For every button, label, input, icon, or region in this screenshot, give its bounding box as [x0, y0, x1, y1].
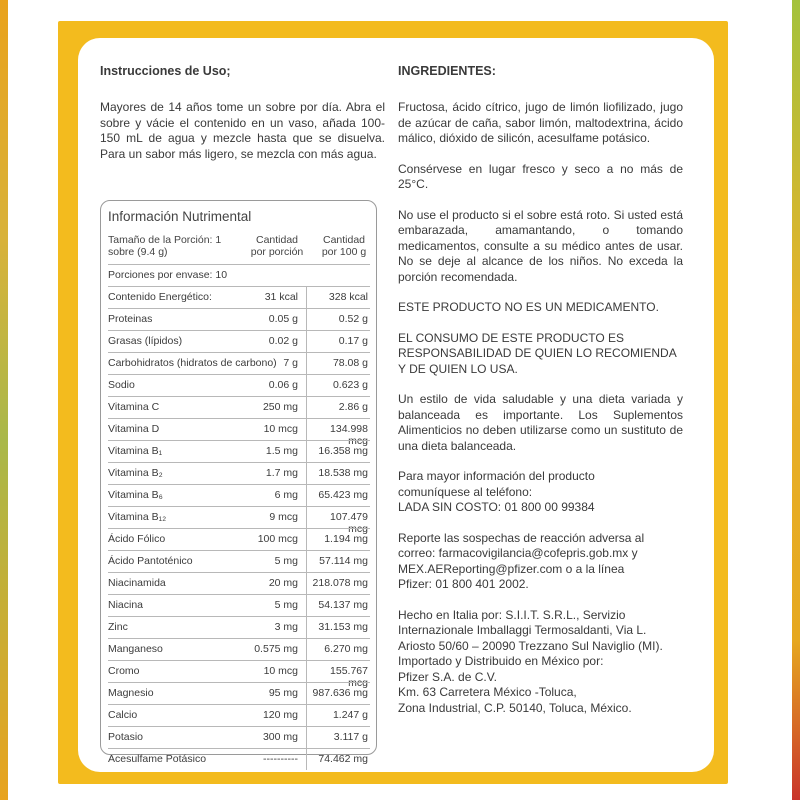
storage-text: Consérvese en lugar fresco y seco a no más de 25°C. — [398, 161, 683, 191]
ingredients-title: INGREDIENTES: — [398, 64, 496, 78]
amount-per-portion: 1.5 mg — [265, 445, 298, 457]
ingredients-section — [398, 64, 683, 716]
nutrition-row — [108, 616, 370, 638]
amount-per-100g: 78.08 g — [332, 357, 368, 369]
amount-per-100g: 1.247 g — [332, 709, 368, 721]
nutrient-name: Vitamina B₁ — [108, 445, 163, 457]
nutrition-title: Información Nutrimental — [108, 209, 252, 224]
amount-per-portion: ---------- — [263, 753, 298, 765]
nutrient-name: Potasio — [108, 731, 144, 743]
amount-per-100g: 3.117 g — [333, 731, 368, 743]
amount-per-100g: 134.998 mcg — [330, 423, 368, 447]
importer-line-1: Importado y Distribuido en México por: — [398, 654, 604, 668]
column-divider — [306, 507, 307, 528]
amount-per-portion: 300 mg — [262, 731, 298, 743]
nutrient-name: Contenido Energético: — [108, 291, 212, 303]
amount-per-portion: 7 g — [283, 357, 298, 369]
column-divider — [306, 595, 307, 616]
importer-line-4: Zona Industrial, C.P. 50140, Toluca, México. — [398, 700, 632, 715]
nutrition-header — [108, 234, 370, 262]
amount-per-portion: 3 mg — [274, 621, 298, 633]
nutrient-name: Acesulfame Potásico — [108, 753, 207, 765]
column-divider — [306, 551, 307, 572]
nutrient-name: Vitamina D — [108, 423, 160, 435]
nutrition-row — [108, 704, 370, 726]
column-divider — [306, 441, 307, 462]
amount-per-100g: 328 kcal — [328, 291, 368, 303]
nutrition-row — [108, 418, 370, 447]
nutrient-name: Zinc — [108, 621, 128, 633]
column-divider — [306, 331, 307, 352]
amount-per-100g: 107.479 mcg — [330, 511, 368, 535]
amount-per-portion: 250 mg — [262, 401, 298, 413]
responsibility-text: EL CONSUMO DE ESTE PRODUCTO ES RESPONSABILIDAD DE QUIEN LO RECOMIENDA Y DE QUIEN LO USA. — [398, 330, 677, 376]
contact-line-2: comuníquese al teléfono: — [398, 484, 533, 499]
instructions-section — [100, 64, 385, 162]
amount-per-100g: 74.462 mg — [318, 753, 368, 765]
amount-per-100g: 0.623 g — [332, 379, 368, 391]
column-divider — [306, 683, 307, 704]
nutrition-row — [108, 484, 370, 506]
column-divider — [306, 309, 307, 330]
nutrition-row — [108, 286, 370, 308]
report-line-3: MEX.AEReporting@pfizer.com o a la línea — [398, 561, 625, 576]
toll-free-phone: LADA SIN COSTO: 01 800 00 99384 — [398, 500, 595, 514]
column-divider — [306, 661, 307, 682]
amount-per-100g: 0.52 g — [338, 313, 368, 325]
nutrition-row — [108, 572, 370, 594]
amount-per-100g: 57.114 mg — [319, 555, 368, 567]
contact-line-1: Para mayor información del producto — [398, 469, 595, 483]
column-divider — [306, 705, 307, 726]
amount-per-100g: 31.153 mg — [318, 621, 368, 633]
nutrition-table — [100, 200, 377, 765]
amount-per-100g: 65.423 mg — [318, 489, 368, 501]
column-divider — [306, 463, 307, 484]
nutrient-name: Vitamina C — [108, 401, 160, 413]
contact-info — [398, 469, 683, 516]
nutrition-row — [108, 506, 370, 535]
amount-per-portion: 100 mcg — [257, 533, 298, 545]
column-divider — [306, 749, 307, 770]
amount-per-portion: 5 mg — [274, 599, 298, 611]
nutrient-name: Carbohidratos (hidratos de carbono) — [108, 357, 277, 369]
nutrition-row — [108, 352, 370, 374]
nutrition-row — [108, 528, 370, 550]
column-divider — [306, 353, 307, 374]
amount-per-100g: 218.078 mg — [312, 577, 368, 589]
importer-line-2: Pfizer S.A. de C.V. — [398, 669, 497, 684]
package-edge-right — [792, 0, 800, 800]
nutrition-row — [108, 638, 370, 660]
amount-per-portion: 95 mg — [268, 687, 298, 699]
portions-label: Porciones por envase: 10 — [108, 269, 228, 281]
not-medicine-text: ESTE PRODUCTO NO ES UN MEDICAMENTO. — [398, 300, 659, 314]
nutrition-row — [108, 594, 370, 616]
amount-per-portion: 10 mcg — [263, 665, 298, 677]
nutrition-row — [108, 330, 370, 352]
column-divider — [306, 639, 307, 660]
column-divider — [306, 617, 307, 638]
amount-per-portion: 0.06 g — [268, 379, 298, 391]
nutrition-row — [108, 440, 370, 462]
ingredients-text: Fructosa, ácido cítrico, jugo de limón liofilizado, jugo de azúcar de caña, sabor limón, maltodextrina, ácido málico, dióxido de silicón, acesulfame potásico. — [398, 100, 683, 145]
column-divider — [306, 375, 307, 396]
nutrition-row — [108, 726, 370, 748]
instructions-title: Instrucciones de Uso; — [100, 64, 231, 78]
column-divider — [306, 529, 307, 550]
amount-per-100g: 18.538 mg — [318, 467, 368, 479]
warning-text: No use el producto si el sobre está roto. Si usted está embarazada, amamantando, o tomando medicamentos, consulte a su médico antes de usar. No se deje al alcance de los niños. No exceda la porción recomendada. — [398, 207, 683, 284]
amount-per-portion: 9 mcg — [269, 511, 298, 523]
nutrient-name: Vitamina B₆ — [108, 489, 163, 501]
amount-per-100g: 1.194 mg — [324, 533, 368, 545]
amount-per-portion: 0.575 mg — [254, 643, 298, 655]
nutrition-rows — [108, 264, 370, 770]
nutrient-name: Niacina — [108, 599, 144, 611]
nutrition-row — [108, 660, 370, 689]
amount-per-portion: 0.05 g — [268, 313, 298, 325]
nutrient-name: Sodio — [108, 379, 135, 391]
nutrient-name: Niacinamida — [108, 577, 166, 589]
nutrition-row — [108, 462, 370, 484]
nutrition-row — [108, 682, 370, 704]
adverse-report-info — [398, 531, 683, 593]
amount-per-100g: 16.358 mg — [318, 445, 368, 457]
portion-size-label: Tamaño de la Porción: 1 sobre (9.4 g) — [108, 234, 222, 258]
column-divider — [306, 573, 307, 594]
amount-per-portion: 20 mg — [268, 577, 298, 589]
amount-per-100g: 2.86 g — [338, 401, 368, 413]
amount-per-100g: 0.17 g — [338, 335, 368, 347]
nutrition-row — [108, 308, 370, 330]
amount-per-100g: 54.137 mg — [318, 599, 368, 611]
nutrient-name: Ácido Fólico — [108, 533, 166, 545]
made-in-line-2: Internazionale Imballaggi Termosaldanti, Via L. — [398, 623, 647, 637]
nutrient-name: Vitamina B₂ — [108, 467, 163, 479]
amount-per-portion: 5 mg — [274, 555, 298, 567]
lifestyle-text: Un estilo de vida saludable y una dieta variada y balanceada es importante. Los Suplementos Alimenticios no deben utilizarse como un sustituto de una dieta balanceada. — [398, 392, 683, 453]
report-line-2: correo: farmacovigilancia@cofepris.gob.mx y — [398, 546, 638, 560]
nutrient-name: Grasas (lípidos) — [108, 335, 183, 347]
column-divider — [306, 485, 307, 506]
amount-per-portion: 6 mg — [274, 489, 298, 501]
instructions-text: Mayores de 14 años tome un sobre por día. Abra el sobre y vácie el contenido en un vaso, añada 100-150 mL de agua y mezcle hasta que se disuelva. Para un sabor más ligero, se mezcla con más agua. — [100, 100, 385, 161]
portions-row — [108, 264, 370, 286]
nutrient-name: Magnesio — [108, 687, 154, 699]
made-in-line-1: Hecho en Italia por: S.I.I.T. S.R.L., Servizio — [398, 607, 626, 622]
nutrient-name: Ácido Pantoténico — [108, 555, 193, 567]
nutrient-name: Vitamina B₁₂ — [108, 511, 167, 523]
amount-per-portion: 120 mg — [262, 709, 298, 721]
report-line-1: Reporte las sospechas de reacción adversa al — [398, 530, 645, 545]
amount-per-portion: 31 kcal — [264, 291, 298, 303]
column-divider — [306, 419, 307, 440]
col-per-portion-header: Cantidad por porción — [250, 234, 304, 258]
amount-per-portion: 0.02 g — [268, 335, 298, 347]
amount-per-portion: 10 mcg — [263, 423, 298, 435]
manufacturer-info — [398, 608, 683, 717]
package-edge-left — [0, 0, 8, 800]
nutrient-name: Proteinas — [108, 313, 153, 325]
column-divider — [306, 397, 307, 418]
report-line-4: Pfizer: 01 800 401 2002. — [398, 577, 529, 591]
col-per-100g-header: Cantidad por 100 g — [321, 234, 367, 258]
nutrient-name: Manganeso — [108, 643, 163, 655]
nutrient-name: Calcio — [108, 709, 138, 721]
nutrition-row — [108, 748, 370, 770]
nutrition-row — [108, 396, 370, 418]
amount-per-portion: 1.7 mg — [265, 467, 298, 479]
amount-per-100g: 155.767 mcg — [330, 665, 368, 689]
amount-per-100g: 987.636 mg — [312, 687, 368, 699]
nutrient-name: Cromo — [108, 665, 140, 677]
made-in-line-3: Ariosto 50/60 – 20090 Trezzano Sul Naviglio (MI). — [398, 638, 663, 653]
column-divider — [306, 727, 307, 748]
amount-per-100g: 6.270 mg — [324, 643, 368, 655]
column-divider — [306, 287, 307, 308]
nutrition-row — [108, 374, 370, 396]
importer-line-3: Km. 63 Carretera México -Toluca, — [398, 685, 577, 699]
nutrition-row — [108, 550, 370, 572]
